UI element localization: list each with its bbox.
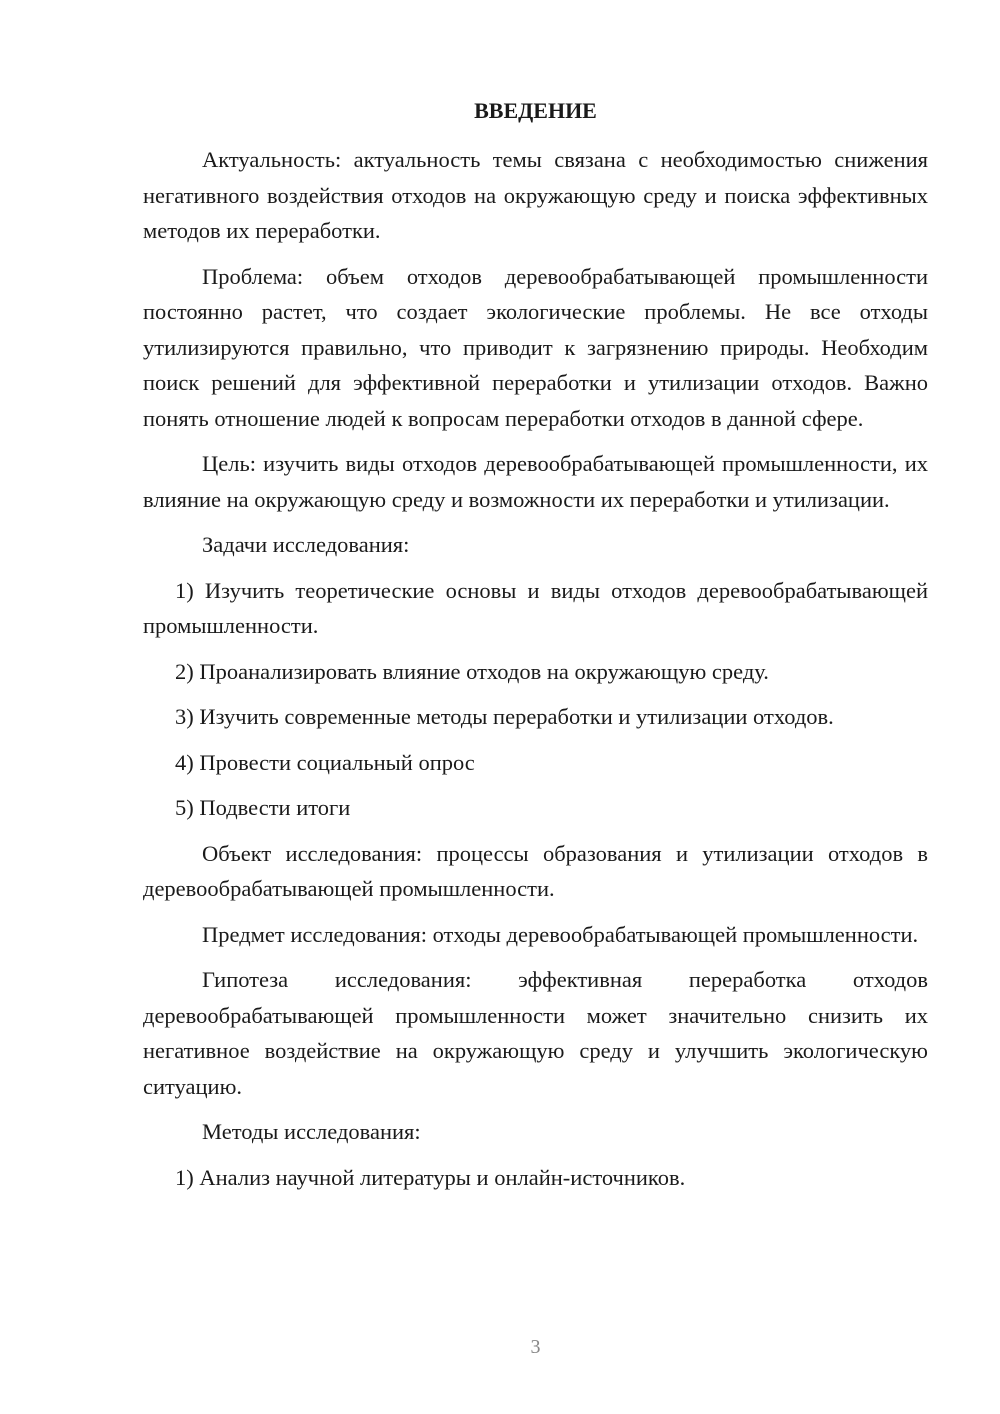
paragraph-goal: Цель: изучить виды отходов деревообрабатывающей промышленности, их влияние на окружающую среду и возможности их переработки и утилизации. [143, 451, 928, 512]
section-title: ВВЕДЕНИЕ [474, 98, 597, 123]
paragraph-relevance: Актуальность: актуальность темы связана с необходимостью снижения негативного воздействия отходов на окружающую среду и поиска эффективных методов их переработки. [143, 147, 928, 243]
list-item-task-4: 4) Провести социальный опрос [175, 749, 475, 775]
list-item-task-1: 1) Изучить теоретические основы и виды отходов деревообрабатывающей промышленности. [143, 577, 928, 638]
document-page [143, 0, 928, 1414]
document-body [143, 142, 928, 1205]
paragraph-methods-heading: Методы исследования: [202, 1119, 421, 1144]
list-item-task-2: 2) Проанализировать влияние отходов на окружающую среду. [175, 658, 769, 684]
list-item-task-3: 3) Изучить современные методы переработки и утилизации отходов. [175, 704, 834, 729]
list-item-task-5: 5) Подвести итоги [175, 795, 351, 820]
paragraph-hypothesis: Гипотеза исследования: эффективная переработка отходов деревообрабатывающей промышленности может значительно снизить их негативное воздействие на окружающую среду и улучшить экологическую ситуацию. [143, 967, 928, 1099]
list-item-method-1: 1) Анализ научной литературы и онлайн-источников. [175, 1164, 686, 1190]
paragraph-subject: Предмет исследования: отходы деревообрабатывающей промышленности. [202, 921, 919, 947]
paragraph-tasks-heading: Задачи исследования: [202, 532, 410, 557]
paragraph-object: Объект исследования: процессы образования и утилизации отходов в деревообрабатывающей промышленности. [143, 840, 928, 901]
page-number: 3 [530, 1336, 541, 1358]
paragraph-problem: Проблема: объем отходов деревообрабатывающей промышленности постоянно растет, что создает экологические проблемы. Не все отходы утилизируются правильно, что приводит к загрязнению природы. Необходим поиск решений для эффективной переработки и утилизации отходов. Важно понять отношение людей к вопросам переработки отходов в данной сфере. [143, 263, 928, 431]
